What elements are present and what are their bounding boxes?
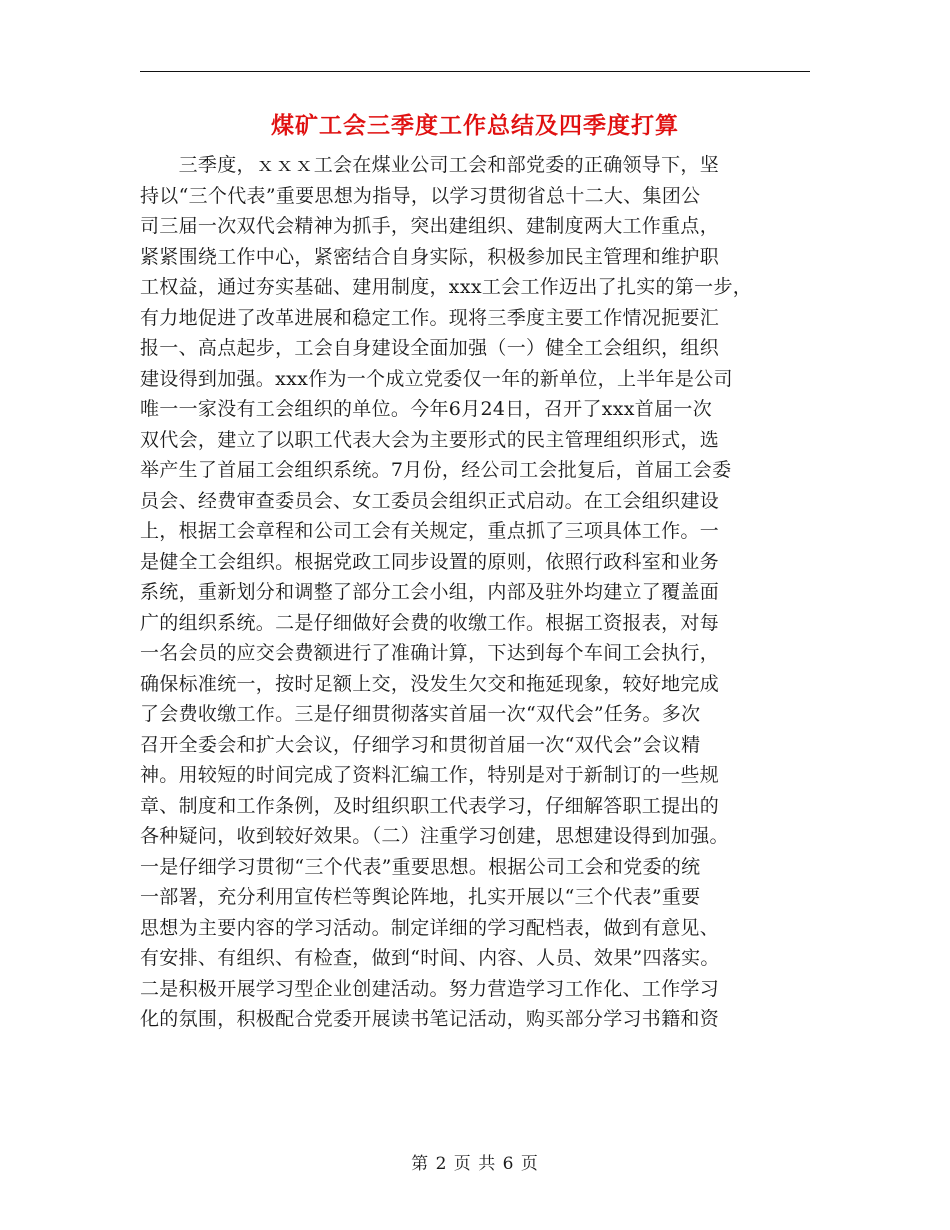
body-line: 司三届一次双代会精神为抓手，突出建组织、建制度两大工作重点，: [140, 215, 720, 237]
body-line: 工权益，通过夯实基础、建用制度，xxx工会工作迈出了扎实的第一步，: [140, 276, 753, 298]
body-line: 神。用较短的时间完成了资料汇编工作，特别是对于新制订的一些规: [140, 764, 720, 786]
header-rule: [140, 71, 810, 72]
body-line: 召开全委会和扩大会议，仔细学习和贯彻首届一次“双代会”会议精: [140, 733, 701, 756]
body-line: 紧紧围绕工作中心，紧密结合自身实际，积极参加民主管理和维护职: [140, 245, 720, 268]
body-line: 举产生了首届工会组织系统。7月份，经公司工会批复后，首届工会委: [140, 459, 732, 481]
body-line: 双代会，建立了以职工代表大会为主要形式的民主管理组织形式，选: [140, 428, 720, 451]
body-line: 有安排、有组织、有检查，做到“时间、内容、人员、效果”四落实。: [140, 947, 720, 969]
page-footer: 第 2 页 共 6 页: [411, 1154, 539, 1174]
body-line: 唯一一家没有工会组织的单位。今年6月24日，召开了xxx首届一次: [140, 398, 713, 420]
body-line: 思想为主要内容的学习活动。制定详细的学习配档表，做到有意见、: [140, 916, 720, 939]
body-line: 一部署，充分利用宣传栏等舆论阵地，扎实开展以“三个代表”重要: [140, 886, 701, 908]
body-line: 三季度，ｘｘｘ工会在煤业公司工会和部党委的正确领导下，坚: [140, 154, 720, 176]
body-line: 广的组织系统。二是仔细做好会费的收缴工作。根据工资报表，对每: [140, 611, 720, 634]
body-line: 系统，重新划分和调整了部分工会小组，内部及驻外均建立了覆盖面: [140, 581, 720, 603]
body-line: 有力地促进了改革进展和稳定工作。现将三季度主要工作情况扼要汇: [140, 306, 720, 329]
document-body: [140, 150, 820, 1035]
body-line: 化的氛围，积极配合党委开展读书笔记活动，购买部分学习书籍和资: [140, 1008, 720, 1030]
document-title: 煤矿工会三季度工作总结及四季度打算: [271, 112, 679, 139]
body-line: 各种疑问，收到较好效果。（二）注重学习创建，思想建设得到加强。: [140, 825, 729, 847]
body-line: 员会、经费审查委员会、女工委员会组织正式启动。在工会组织建设: [140, 489, 720, 512]
body-line: 确保标准统一，按时足额上交，没发生欠交和拖延现象，较好地完成: [140, 672, 720, 695]
body-line: 是健全工会组织。根据党政工同步设置的原则，依照行政科室和业务: [140, 550, 720, 573]
body-line: 上，根据工会章程和公司工会有关规定，重点抓了三项具体工作。一: [140, 520, 720, 542]
body-line: 持以“三个代表”重要思想为指导，以学习贯彻省总十二大、集团公: [140, 184, 701, 207]
body-line: 建设得到加强。xxx作为一个成立党委仅一年的新单位，上半年是公司: [140, 367, 733, 390]
body-line: 一是仔细学习贯彻“三个代表”重要思想。根据公司工会和党委的统: [140, 855, 701, 878]
body-line: 报一、高点起步，工会自身建设全面加强（一）健全工会组织，组织: [140, 337, 720, 359]
body-line: 章、制度和工作条例，及时组织职工代表学习，仔细解答职工提出的: [140, 794, 720, 817]
body-line: 二是积极开展学习型企业创建活动。努力营造学习工作化、工作学习: [140, 977, 720, 1000]
body-line: 了会费收缴工作。三是仔细贯彻落实首届一次“双代会”任务。多次: [140, 703, 701, 725]
body-line: 一名会员的应交会费额进行了准确计算，下达到每个车间工会执行，: [140, 642, 720, 664]
